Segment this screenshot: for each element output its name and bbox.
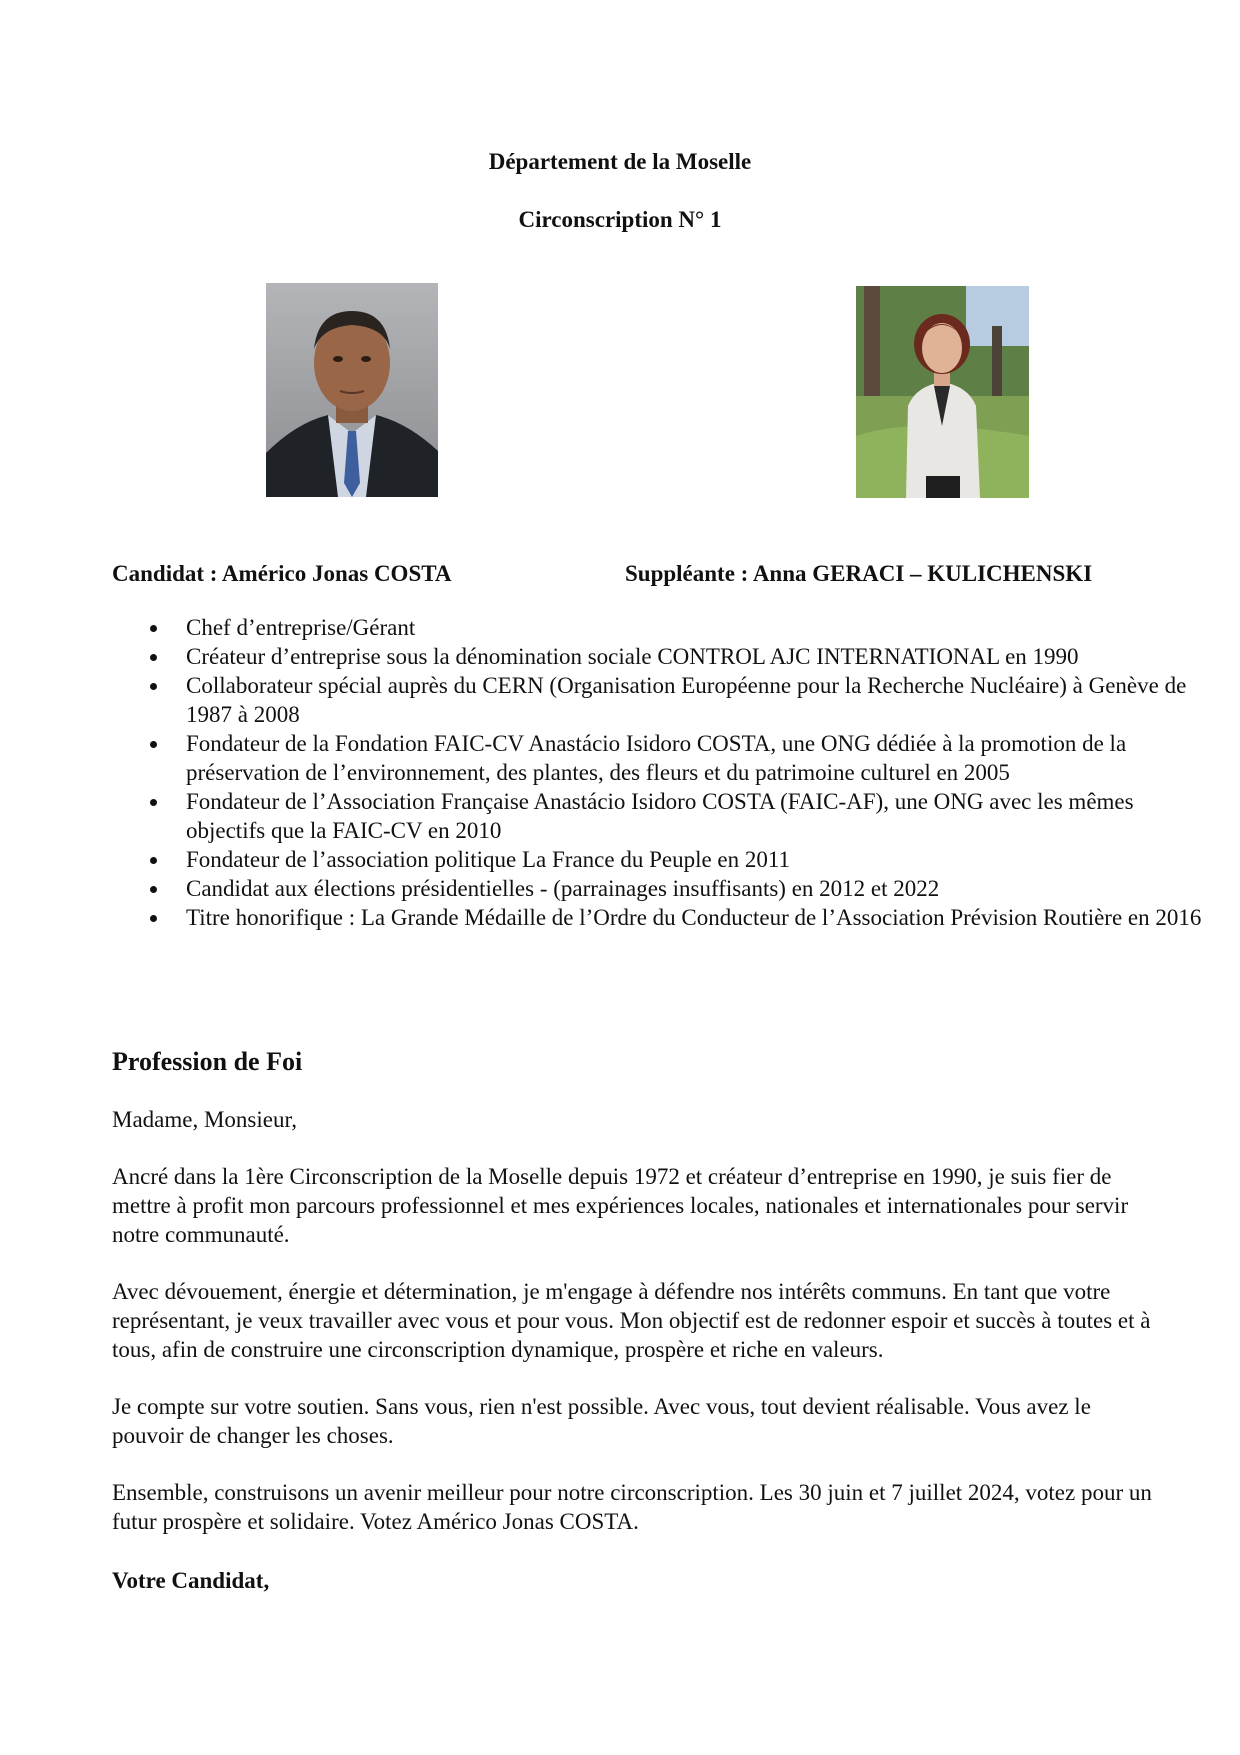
department-title: Département de la Moselle	[488, 149, 752, 174]
substitute-name: Suppléante : Anna GERACI – KULICHENSKI	[625, 561, 1093, 586]
candidate-portrait-image	[266, 283, 438, 497]
circonscription-title: Circonscription N° 1	[518, 207, 722, 232]
candidate-bio-list	[112, 613, 1216, 932]
greeting: Madame, Monsieur,	[112, 1107, 297, 1132]
bio-item: Collaborateur spécial auprès du CERN (Organisation Européenne pour la Recherche Nucléaire) à Genève de 1987 à 2008	[186, 671, 1216, 729]
substitute-photo	[856, 286, 1029, 498]
paragraph: Avec dévouement, énergie et détermination, je m'engage à défendre nos intérêts communs. En tant que votre représentant, je veux travailler avec vous et pour vous. Mon objectif est de redonner espoir et succès à toutes et à tous, afin de construire une circonscription dynamique, prospère et riche en valeurs.	[112, 1279, 1151, 1362]
bio-item: Candidat aux élections présidentielles - (parrainages insuffisants) en 2012 et 2022	[186, 874, 1216, 903]
bio-item: Créateur d’entreprise sous la dénomination sociale CONTROL AJC INTERNATIONAL en 1990	[186, 642, 1216, 671]
bio-item: Fondateur de l’Association Française Anastácio Isidoro COSTA (FAIC-AF), une ONG avec les mêmes objectifs que la FAIC-CV en 2010	[186, 787, 1216, 845]
profession-heading: Profession de Foi	[112, 1047, 303, 1076]
paragraph: Ancré dans la 1ère Circonscription de la Moselle depuis 1972 et créateur d’entreprise en 1990, je suis fier de mettre à profit mon parcours professionnel et mes expériences locales, nationales et internationales pour servir notre communauté.	[112, 1164, 1129, 1247]
bio-item: Titre honorifique : La Grande Médaille de l’Ordre du Conducteur de l’Association Prévision Routière en 2016	[186, 903, 1216, 932]
bio-item: Chef d’entreprise/Gérant	[186, 613, 1216, 642]
candidate-name: Candidat : Américo Jonas COSTA	[112, 561, 452, 586]
bio-item: Fondateur de la Fondation FAIC-CV Anastácio Isidoro COSTA, une ONG dédiée à la promotion de la préservation de l’environnement, des plantes, des fleurs et du patrimoine culturel en 2005	[186, 729, 1216, 787]
candidate-photo	[266, 283, 438, 497]
paragraph: Ensemble, construisons un avenir meilleur pour notre circonscription. Les 30 juin et 7 juillet 2024, votez pour un futur prospère et solidaire. Votez Américo Jonas COSTA.	[112, 1480, 1152, 1534]
paragraph: Je compte sur votre soutien. Sans vous, rien n'est possible. Avec vous, tout devient réalisable. Vous avez le pouvoir de changer les choses.	[112, 1394, 1091, 1448]
substitute-portrait-image	[856, 286, 1029, 498]
signature: Votre Candidat,	[112, 1568, 270, 1593]
bio-item: Fondateur de l’association politique La France du Peuple en 2011	[186, 845, 1216, 874]
